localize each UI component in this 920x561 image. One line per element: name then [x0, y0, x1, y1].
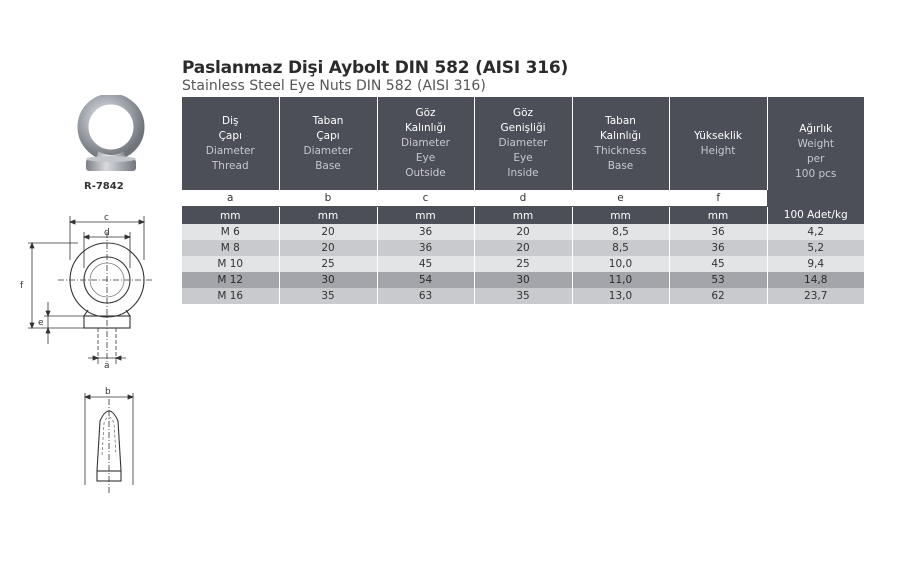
table-cell: 5,2 [767, 240, 864, 256]
column-header: Göz Genişliği Diameter Eye Inside [474, 97, 572, 190]
table-cell: 20 [279, 240, 377, 256]
table-row [182, 224, 864, 240]
table-cell: 53 [669, 272, 767, 288]
table-cell: 30 [279, 272, 377, 288]
table-row [182, 288, 864, 304]
column-header: Taban Kalınlığı Thickness Base [572, 97, 669, 190]
eye-nut-photo-icon [74, 95, 148, 177]
table-cell: 30 [474, 272, 572, 288]
unit-cell: mm [474, 207, 572, 225]
table-cell: 35 [279, 288, 377, 304]
table-cell: 62 [669, 288, 767, 304]
table-cell: M 10 [182, 256, 279, 272]
unit-cell: mm [377, 207, 474, 225]
table-cell: 45 [377, 256, 474, 272]
table-cell: 25 [474, 256, 572, 272]
spec-table [182, 97, 864, 304]
table-cell: 20 [279, 224, 377, 240]
dim-label-d: d [104, 228, 110, 238]
table-cell: 36 [377, 224, 474, 240]
table-cell: 13,0 [572, 288, 669, 304]
table-cell: 45 [669, 256, 767, 272]
table-cell: M 16 [182, 288, 279, 304]
symbol-cell: d [474, 190, 572, 207]
table-cell: M 12 [182, 272, 279, 288]
table-cell: 9,4 [767, 256, 864, 272]
dim-label-e: e [38, 318, 44, 328]
table-row [182, 272, 864, 288]
symbol-cell: c [377, 190, 474, 207]
table-cell: 25 [279, 256, 377, 272]
product-code: R-7842 [84, 181, 124, 192]
table-row [182, 240, 864, 256]
page-subtitle: Stainless Steel Eye Nuts DIN 582 (AISI 316) [182, 78, 486, 94]
table-cell: 20 [474, 240, 572, 256]
table-cell: 8,5 [572, 240, 669, 256]
table-cell: 14,8 [767, 272, 864, 288]
dim-label-a: a [104, 361, 110, 371]
symbol-cell: b [279, 190, 377, 207]
table-cell: 11,0 [572, 272, 669, 288]
front-view-drawing [18, 212, 163, 372]
side-view-drawing [75, 385, 143, 495]
page-title: Paslanmaz Dişi Aybolt DIN 582 (AISI 316) [182, 58, 569, 78]
unit-cell: mm [279, 207, 377, 225]
symbol-cell: f [669, 190, 767, 207]
symbol-row [182, 190, 864, 207]
unit-cell: mm [182, 207, 279, 225]
unit-row [182, 207, 864, 225]
table-cell: 54 [377, 272, 474, 288]
table-cell: 8,5 [572, 224, 669, 240]
table-cell: 36 [669, 240, 767, 256]
table-cell: M 6 [182, 224, 279, 240]
symbol-cell: e [572, 190, 669, 207]
table-cell: 63 [377, 288, 474, 304]
table-cell: 35 [474, 288, 572, 304]
dim-label-b: b [105, 387, 111, 397]
column-header: Taban Çapı Diameter Base [279, 97, 377, 190]
table-cell: 20 [474, 224, 572, 240]
symbol-cell: a [182, 190, 279, 207]
table-cell: 36 [377, 240, 474, 256]
unit-cell: 100 Adet/kg [767, 207, 864, 225]
table-cell: 4,2 [767, 224, 864, 240]
table-cell: 23,7 [767, 288, 864, 304]
table-cell: M 8 [182, 240, 279, 256]
unit-cell: mm [669, 207, 767, 225]
table-cell: 10,0 [572, 256, 669, 272]
column-header: Göz Kalınlığı Diameter Eye Outside [377, 97, 474, 190]
table-header-row [182, 97, 864, 190]
table-cell: 36 [669, 224, 767, 240]
dim-label-c: c [104, 213, 109, 223]
table-row [182, 256, 864, 272]
column-header: Yükseklik Height [669, 97, 767, 190]
dim-label-f: f [20, 281, 24, 291]
unit-cell: mm [572, 207, 669, 225]
column-header: Diş Çapı Diameter Thread [182, 97, 279, 190]
column-header: Ağırlık Weight per 100 pcs [767, 97, 864, 207]
